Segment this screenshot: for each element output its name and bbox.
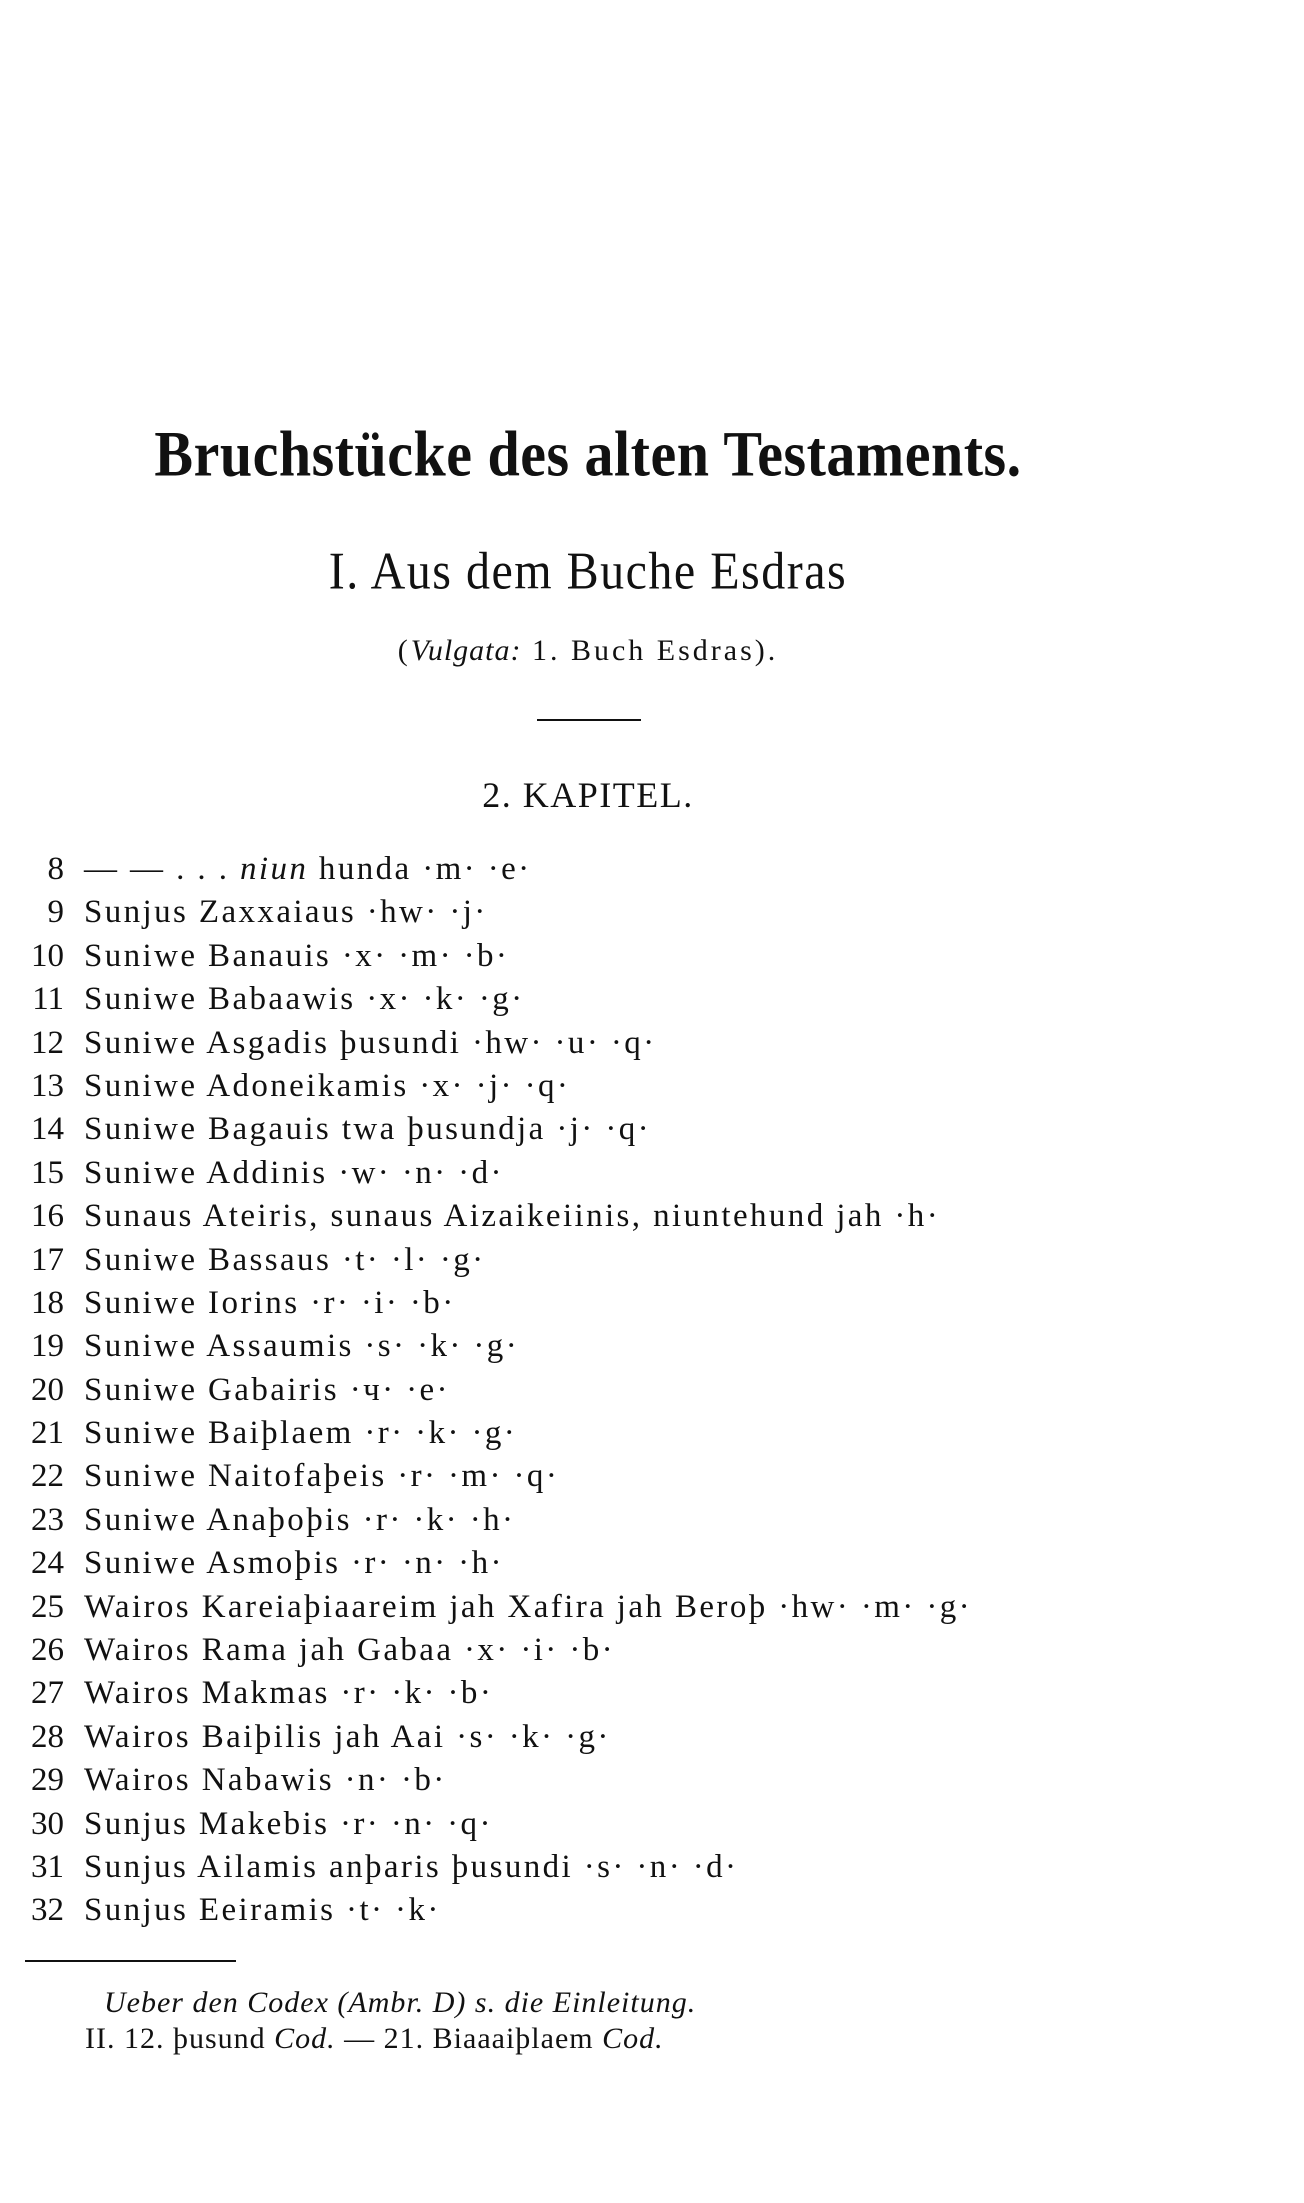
vulgata-open: ( bbox=[397, 634, 411, 667]
divider bbox=[537, 719, 641, 721]
verse-row bbox=[0, 1586, 972, 1629]
verse-row bbox=[0, 891, 972, 934]
verse-row bbox=[0, 1803, 972, 1846]
verse-text: Suniwe Addinis ·w· ·n· ·d· bbox=[84, 1154, 504, 1191]
verse-number: 32 bbox=[31, 1892, 64, 1929]
verse-text: Suniwe Assaumis ·s· ·k· ·g· bbox=[84, 1328, 520, 1365]
verse-text: Wairos Kareiaþiaareim jah Xafira jah Beroþ ·hw· ·m· ·g· bbox=[84, 1588, 973, 1625]
verse-text: Suniwe Iorins ·r· ·i· ·b· bbox=[84, 1284, 456, 1321]
verse-list bbox=[0, 848, 972, 1933]
chapter-heading: 2. KAPITEL. bbox=[482, 775, 694, 815]
verse-row bbox=[0, 1629, 972, 1672]
verse-text: Suniwe Naitofaþeis ·r· ·m· ·q· bbox=[84, 1458, 560, 1495]
verse-text: Suniwe Baiþlaem ·r· ·k· ·g· bbox=[84, 1415, 518, 1452]
verse-number: 12 bbox=[31, 1024, 64, 1061]
verse-text: Suniwe Asmoþis ·r· ·n· ·h· bbox=[84, 1545, 504, 1582]
vulgata-rest: 1. Buch Esdras). bbox=[521, 634, 779, 667]
verse-row bbox=[0, 1759, 972, 1802]
verse-number: 16 bbox=[31, 1198, 64, 1235]
verse-text: Suniwe Anaþoþis ·r· ·k· ·h· bbox=[84, 1501, 516, 1538]
verse-row bbox=[0, 1412, 972, 1455]
verse-row bbox=[0, 1195, 972, 1238]
verse-text: Sunjus Zaxxaiaus ·hw· ·j· bbox=[84, 894, 488, 931]
verse-number: 14 bbox=[31, 1111, 64, 1148]
verse-text: Sunjus Ailamis anþaris þusundi ·s· ·n· ·d· bbox=[84, 1848, 739, 1885]
verse-number: 31 bbox=[31, 1848, 64, 1885]
verse-row bbox=[0, 1716, 972, 1759]
verse-number: 29 bbox=[31, 1762, 64, 1799]
footnote-text: — 21. Biaaaiþlaem bbox=[335, 2022, 603, 2055]
verse-number: 28 bbox=[31, 1718, 64, 1755]
verse-number: 10 bbox=[31, 937, 64, 974]
verse-text: Suniwe Bagauis twa þusundja ·j· ·q· bbox=[84, 1111, 651, 1148]
verse-number: 18 bbox=[31, 1284, 64, 1321]
footnote-line-1: Ueber den Codex (Ambr. D) s. die Einleitung. bbox=[104, 1986, 697, 2019]
verse-text: Wairos Nabawis ·n· ·b· bbox=[84, 1762, 447, 1799]
section-title: I. Aus dem Buche Esdras bbox=[328, 542, 848, 601]
footnote-line-2 bbox=[85, 2022, 664, 2056]
verse-text: Suniwe Gabairis ·ч· ·e· bbox=[84, 1371, 450, 1408]
verse-number: 8 bbox=[47, 851, 64, 887]
footnote-text: II. 12. þusund bbox=[85, 2022, 275, 2055]
verse-number: 20 bbox=[31, 1371, 64, 1408]
verse-text: Suniwe Asgadis þusundi ·hw· ·u· ·q· bbox=[84, 1024, 657, 1061]
verse-row bbox=[0, 1672, 972, 1715]
verse-text: Wairos Baiþilis jah Aai ·s· ·k· ·g· bbox=[84, 1718, 611, 1755]
verse-row bbox=[0, 848, 972, 891]
verse-row bbox=[0, 1065, 972, 1108]
verse-row bbox=[0, 1282, 972, 1325]
verse-row bbox=[0, 1499, 972, 1542]
footnote-divider bbox=[25, 1960, 236, 1962]
verse-number: 27 bbox=[31, 1675, 64, 1712]
verse-row bbox=[0, 1325, 972, 1368]
verse-row bbox=[0, 1239, 972, 1282]
verse-number: 22 bbox=[31, 1458, 64, 1495]
verse-row bbox=[0, 1369, 972, 1412]
verse-row bbox=[0, 1542, 972, 1585]
verse-number: 15 bbox=[31, 1154, 64, 1191]
verse-number: 24 bbox=[31, 1545, 64, 1582]
verse-number: 19 bbox=[31, 1328, 64, 1365]
verse-number: 17 bbox=[31, 1241, 64, 1278]
verse-number: 11 bbox=[32, 981, 64, 1018]
verse-number: 23 bbox=[31, 1501, 64, 1538]
verse-text: Sunjus Eeiramis ·t· ·k· bbox=[84, 1892, 441, 1929]
verse-row bbox=[0, 1889, 972, 1932]
verse-number: 25 bbox=[31, 1588, 64, 1625]
verse-italic: niun bbox=[240, 851, 309, 887]
vulgata-label: Vulgata: bbox=[410, 634, 522, 667]
verse-row bbox=[0, 1108, 972, 1151]
verse-row bbox=[0, 1455, 972, 1498]
page-title: Bruchstücke des alten Testaments. bbox=[154, 417, 1022, 490]
verse-row bbox=[0, 935, 972, 978]
verse-row bbox=[0, 1022, 972, 1065]
verse-text: Sunaus Ateiris, sunaus Aizaikeiinis, niuntehund jah ·h· bbox=[84, 1198, 941, 1235]
verse-number: 26 bbox=[31, 1632, 64, 1669]
verse-text: hunda ·m· ·e· bbox=[308, 851, 532, 887]
verse-text: Suniwe Bassaus ·t· ·l· ·g· bbox=[84, 1241, 486, 1278]
verse-row bbox=[0, 978, 972, 1021]
verse-number: 13 bbox=[31, 1067, 64, 1104]
verse-number: 21 bbox=[31, 1415, 64, 1452]
verse-text: Suniwe Babaawis ·x· ·k· ·g· bbox=[84, 981, 525, 1018]
vulgata-reference bbox=[0, 634, 1176, 668]
footnote-abbrev: Cod. bbox=[274, 2022, 336, 2055]
verse-text: Sunjus Makebis ·r· ·n· ·q· bbox=[84, 1805, 493, 1842]
verse-text: Wairos Makmas ·r· ·k· ·b· bbox=[84, 1675, 494, 1712]
verse-text: Wairos Rama jah Gabaa ·x· ·i· ·b· bbox=[84, 1632, 616, 1669]
verse-lacuna: — — . . . bbox=[84, 851, 240, 887]
footnote-abbrev: Cod. bbox=[602, 2022, 664, 2055]
verse-number: 9 bbox=[47, 894, 64, 931]
verse-text: Suniwe Banauis ·x· ·m· ·b· bbox=[84, 937, 510, 974]
verse-row bbox=[0, 1152, 972, 1195]
verse-number: 30 bbox=[31, 1805, 64, 1842]
verse-row bbox=[0, 1846, 972, 1889]
verse-text: Suniwe Adoneikamis ·x· ·j· ·q· bbox=[84, 1067, 571, 1104]
